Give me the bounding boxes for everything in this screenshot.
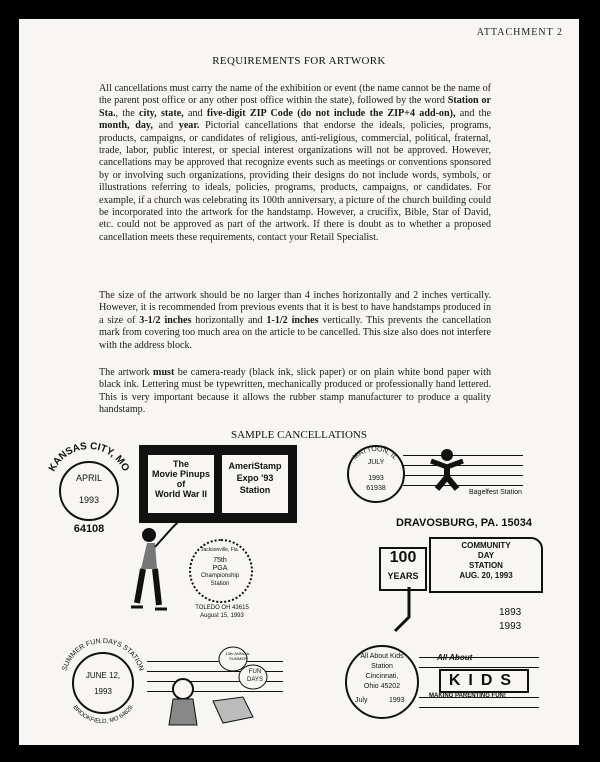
document-page <box>19 19 579 745</box>
stamp-dravosburg: DRAVOSBURG, PA. 15034 100 YEARS COMMUNITY DAY STATION AUG. 20, 1993 1893 1993 <box>379 517 549 637</box>
mattoon-year: 1993 <box>368 475 384 482</box>
stamp-movie-pinups <box>139 445 297 523</box>
mattoon-month: JULY <box>367 459 385 466</box>
stamp-mattoon <box>339 441 529 511</box>
paragraph-requirements: All cancellations must carry the name of the exhibition or event (the name cannot be the name of the parent post office or any other post office within the state), followed by the word Station or Sta., the city, state, and five-digit ZIP Code (do not include the ZIP+4 add-on), and the month, day, and year. Pictorial cancellations that endorse the ideals, policies, programs, products, campaigns, or candidates of religious, anti-religious, commercial, political, fraternal, trade, labor, public interest, or special interest organizations will not be approved. However, cancellations may be approved that recognize events such as meetings or conventions sponsored by or involving such organizations, providing their designs do not include words, symbols, or illustrations referring to ideals, policies, programs, products, campaigns, or candidates. For example, if a church was celebrating its 100th anniversary, a picture of the church building could be incorporated into the artwork for the handstamp. However, a crucifix, Bible, Star of David, etc. could not be approved as part of the artwork. If there is doubt as to whether a proposed cancellation meets these requirements, contact your Retail Specialist. <box>99 83 492 243</box>
kansas-arc-text: KANSAS CITY, MO <box>46 441 132 474</box>
pga-city: TOLEDO OH 43615 <box>195 605 249 611</box>
kansas-year: 1993 <box>78 495 100 505</box>
stamp-summer-fun: SUMMER FUN DAYS STATION BROOKFIELD, MO 64628 JUNE 12, 1993 13th ANNUAL SUMMER FUN DAYS <box>53 631 293 731</box>
summer-arc-icon <box>53 631 153 731</box>
movie-right-box: AmeriStamp Expo '93 Station <box>221 454 289 514</box>
stamp-kansas-city <box>39 441 139 537</box>
page-title: REQUIREMENTS FOR ARTWORK <box>212 55 386 67</box>
bagel-figure-icon <box>425 447 469 493</box>
dravosburg-title: DRAVOSBURG, PA. 15034 <box>396 517 532 529</box>
svg-text:SUMMER FUN DAYS STATION: SUMMER FUN DAYS STATION <box>61 637 145 672</box>
golfer-icon <box>127 519 187 619</box>
kansas-zip: 64108 <box>73 523 105 535</box>
movie-left-box: The Movie Pinups of World War II <box>147 454 215 514</box>
stamp-pga: Jacksonville, Fla. 75th PGA Championship Station TOLEDO OH 43615 August 15, 1993 <box>185 539 265 629</box>
community-day-box: COMMUNITY DAY STATION AUG. 20, 1993 <box>429 537 543 593</box>
paragraph-size: The size of the artwork should be no larger than 4 inches horizontally and 2 inches vertically. However, it is recommended from previous events that it is best to have handstamps produced in a size of 3-1/2 inches horizontally and 1-1/2 inches vertically. This prevents the cancellation mark from covering too much area on the article to be cancelled. This size also does not interfere with the address block. <box>99 290 492 351</box>
svg-text:KANSAS CITY, MO <box>47 441 131 474</box>
paragraph-camera-ready: The artwork must be camera-ready (black ink, slick paper) or on plain white bond paper with black ink. Lettering must be typewritten, mechanically produced or professionally hand lettered. This is very important because it allows the rubber stamp manufacturer to produce a quality handstamp. <box>99 367 491 416</box>
svg-text:BROOKFIELD, MO 64628: BROOKFIELD, MO 64628 <box>71 704 135 726</box>
kids-blocks: KIDS <box>439 669 529 693</box>
mattoon-station: Bagelfest Station <box>469 489 522 496</box>
attachment-label: ATTACHMENT 2 <box>476 27 563 38</box>
kansas-month: APRIL <box>75 473 102 483</box>
pga-date: August 15, 1993 <box>200 613 244 619</box>
stamp-all-about-kids: All About Kids Station Cincinnati, Ohio 45202 July 1993 All About KIDS MAKING PARENTING FUN! <box>345 645 545 735</box>
sample-heading: SAMPLE CANCELLATIONS <box>231 429 367 441</box>
svg-text:MATTOON, IL: MATTOON, IL <box>351 445 399 462</box>
mailbox-post-icon <box>389 587 429 633</box>
hundred-years-box: 100 YEARS <box>379 547 427 591</box>
mattoon-zip: 61938 <box>366 485 386 492</box>
